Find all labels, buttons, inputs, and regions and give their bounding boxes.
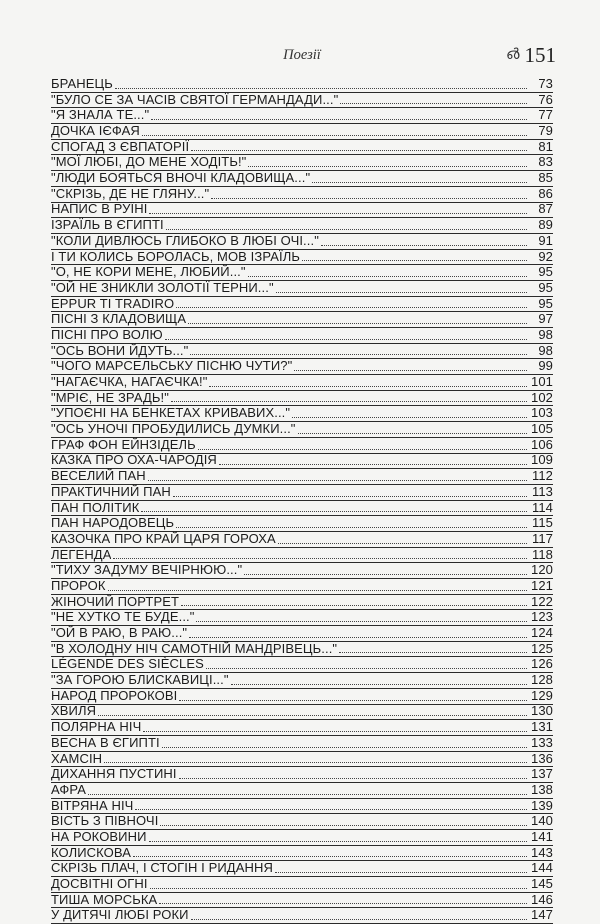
toc-entry — [51, 485, 553, 501]
toc-entry — [51, 877, 553, 893]
toc-leader — [135, 809, 527, 810]
toc-entry-title: ВІСТЬ З ПІВНОЧІ — [51, 813, 159, 829]
toc-leader — [298, 433, 527, 434]
toc-entry-title: "Я ЗНАЛА ТЕ..." — [51, 107, 150, 123]
toc-entry-page: 113 — [531, 483, 553, 499]
toc-entry-page: 83 — [538, 154, 553, 170]
toc-entry-title: ДОЧКА ІЄФАЯ — [51, 123, 140, 139]
toc-entry — [51, 250, 553, 266]
toc-entry-page: 79 — [538, 123, 553, 139]
toc-entry — [51, 861, 553, 877]
toc-entry-page: 98 — [538, 342, 553, 358]
toc-entry-page: 81 — [538, 138, 553, 154]
toc-entry — [51, 893, 553, 909]
toc-leader — [219, 464, 527, 465]
toc-leader — [189, 637, 527, 638]
toc-leader — [179, 700, 527, 701]
toc-leader — [160, 825, 527, 826]
toc-entry — [51, 438, 553, 454]
toc-entry-title: ПІСНІ ПРО ВОЛЮ — [51, 326, 163, 342]
toc-leader — [179, 778, 527, 779]
toc-entry — [51, 705, 553, 721]
toc-entry — [51, 171, 553, 187]
toc-entry — [51, 234, 553, 250]
toc-entry-title: "СКРІЗЬ, ДЕ НЕ ГЛЯНУ..." — [51, 185, 210, 201]
toc-entry — [51, 406, 553, 422]
page-header — [48, 43, 556, 67]
toc-leader — [294, 370, 527, 371]
toc-entry — [51, 626, 553, 642]
toc-leader — [206, 668, 527, 669]
toc-entry-page: 102 — [531, 389, 553, 405]
toc-entry-page: 140 — [531, 813, 553, 829]
toc-entry-title: ДОСВІТНІ ОГНІ — [51, 876, 148, 892]
toc-entry-page: 106 — [531, 436, 553, 452]
toc-entry-title: ПРОРОК — [51, 577, 106, 593]
toc-entry-page: 125 — [531, 640, 553, 656]
toc-entry-page: 117 — [531, 530, 553, 546]
toc-entry-title: ПІСНІ З КЛАДОВИЩА — [51, 311, 187, 327]
toc-entry — [51, 93, 553, 109]
toc-entry-title: НАРОД ПРОРОКОВІ — [51, 687, 178, 703]
toc-entry-page: 112 — [531, 468, 553, 484]
toc-entry-page: 73 — [538, 75, 553, 91]
toc-leader — [181, 605, 527, 606]
toc-entry-page: 136 — [531, 750, 553, 766]
toc-entry — [51, 124, 553, 140]
toc-entry-page: 95 — [538, 295, 553, 311]
toc-leader — [176, 307, 527, 308]
toc-entry-page: 139 — [531, 797, 553, 813]
toc-leader — [143, 731, 527, 732]
toc-leader — [209, 386, 527, 387]
toc-entry-page: 121 — [531, 577, 553, 593]
toc-leader — [141, 511, 527, 512]
toc-leader — [278, 543, 527, 544]
toc-entry — [51, 830, 553, 846]
toc-entry — [51, 375, 553, 391]
toc-entry — [51, 579, 553, 595]
toc-entry-page: 143 — [531, 844, 553, 860]
toc-entry — [51, 469, 553, 485]
toc-entry-page: 99 — [538, 358, 553, 374]
toc-leader — [173, 496, 527, 497]
toc-entry-title: ПРАКТИЧНИЙ ПАН — [51, 483, 171, 499]
toc-entry-title: БРАНЕЦЬ — [51, 75, 113, 91]
toc-entry-page: 146 — [531, 891, 553, 907]
toc-entry-title: ПОЛЯРНА НІЧ — [51, 719, 142, 735]
toc-leader — [302, 260, 527, 261]
toc-entry-page: 141 — [531, 828, 553, 844]
toc-entry-page: 137 — [531, 766, 553, 782]
toc-leader — [176, 527, 527, 528]
toc-entry-title: НА РОКОВИНИ — [51, 828, 147, 844]
toc-entry — [51, 767, 553, 783]
toc-entry-page: 95 — [538, 279, 553, 295]
toc-entry-title: У ДИТЯЧІ ЛЮБІ РОКИ — [51, 907, 189, 923]
toc-leader — [171, 401, 527, 402]
toc-entry — [51, 563, 553, 579]
toc-entry-page: 129 — [531, 687, 553, 703]
toc-entry-title: "ЧОГО МАРСЕЛЬСЬКУ ПІСНЮ ЧУТИ?" — [51, 358, 293, 374]
toc-entry-title: EPPUR TI TRADIRO — [51, 295, 175, 311]
toc-entry — [51, 312, 553, 328]
toc-leader — [98, 715, 527, 716]
toc-entry — [51, 297, 553, 313]
toc-entry-page: 145 — [531, 876, 553, 892]
toc-entry — [51, 501, 553, 517]
toc-entry-title: ХВИЛЯ — [51, 703, 97, 719]
toc-entry — [51, 610, 553, 626]
toc-entry-page: 144 — [531, 860, 553, 876]
page-number: 151 — [524, 43, 556, 67]
toc-entry — [51, 187, 553, 203]
toc-entry-title: СКРІЗЬ ПЛАЧ, І СТОГІН І РИДАННЯ — [51, 860, 273, 876]
toc-entry-page: 85 — [538, 170, 553, 186]
toc-entry — [51, 77, 553, 93]
toc-entry-title: ХАМСІН — [51, 750, 103, 766]
toc-leader — [198, 449, 527, 450]
toc-entry — [51, 642, 553, 658]
toc-entry — [51, 391, 553, 407]
toc-entry-page: 133 — [531, 734, 553, 750]
toc-entry — [51, 155, 553, 171]
toc-entry-title: "ТИХУ ЗАДУМУ ВЕЧІРНЮЮ..." — [51, 562, 243, 578]
toc-leader — [248, 276, 527, 277]
toc-entry-title: "ОЙ В РАЮ, В РАЮ..." — [51, 625, 188, 641]
page-number-block — [506, 43, 556, 68]
toc-leader — [312, 182, 527, 183]
toc-entry-page: 95 — [538, 264, 553, 280]
toc-entry-title: ТИША МОРСЬКА — [51, 891, 158, 907]
toc-leader — [244, 574, 527, 575]
toc-entry-title: "БУЛО СЕ ЗА ЧАСІВ СВЯТОЇ ГЕРМАНДАДИ..." — [51, 91, 339, 107]
toc-leader — [188, 323, 527, 324]
toc-entry-page: 124 — [531, 625, 553, 641]
toc-entry-title: "ОСЬ ВОНИ ЙДУТЬ..." — [51, 342, 189, 358]
toc-entry-title: "ОЙ НЕ ЗНИКЛИ ЗОЛОТІЇ ТЕРНИ..." — [51, 279, 274, 295]
toc-leader — [149, 841, 527, 842]
toc-leader — [231, 684, 527, 685]
toc-entry-title: "НЕ ХУТКО ТЕ БУДЕ..." — [51, 609, 195, 625]
toc-leader — [275, 872, 527, 873]
toc-entry-page: 114 — [531, 499, 553, 515]
toc-leader — [248, 166, 527, 167]
toc-entry-page: 87 — [538, 201, 553, 217]
toc-entry-page: 128 — [531, 672, 553, 688]
toc-entry-page: 138 — [531, 781, 553, 797]
toc-entry-title: СПОГАД З ЄВПАТОРІЇ — [51, 138, 190, 154]
toc-entry — [51, 657, 553, 673]
toc-entry — [51, 736, 553, 752]
toc-entry-title: "МРІЄ, НЕ ЗРАДЬ!" — [51, 389, 169, 405]
toc-entry — [51, 344, 553, 360]
toc-entry — [51, 203, 553, 219]
toc-entry-page: 120 — [531, 562, 553, 578]
toc-entry-page: 77 — [538, 107, 553, 123]
toc-entry-page: 115 — [531, 515, 553, 531]
toc-entry — [51, 140, 553, 156]
toc-entry — [51, 218, 553, 234]
toc-leader — [211, 198, 527, 199]
toc-leader — [159, 903, 527, 904]
toc-leader — [104, 762, 527, 763]
running-title: Поезії — [283, 47, 321, 63]
toc-leader — [165, 339, 527, 340]
toc-entry-title: ПАН НАРОДОВЕЦЬ — [51, 515, 175, 531]
toc-entry-title: "ЛЮДИ БОЯТЬСЯ ВНОЧІ КЛАДОВИЩА..." — [51, 170, 311, 186]
toc-entry-title: "НАГАЄЧКА, НАГАЄЧКА!" — [51, 374, 208, 390]
toc-entry-page: 92 — [538, 248, 553, 264]
toc-entry-page: 123 — [531, 609, 553, 625]
toc-entry-page: 105 — [531, 421, 553, 437]
ornament-icon: ൴ — [505, 47, 520, 63]
toc-entry-page: 147 — [531, 907, 553, 923]
toc-leader — [115, 88, 527, 89]
toc-entry — [51, 908, 553, 924]
toc-entry-title: ВЕСНА В ЄГИПТІ — [51, 734, 160, 750]
toc-leader — [149, 213, 527, 214]
toc-entry-title: НАПИС В РУЇНІ — [51, 201, 148, 217]
toc-entry-title: ВІТРЯНА НІЧ — [51, 797, 134, 813]
toc-entry-page: 76 — [538, 91, 553, 107]
toc-entry-page: 122 — [531, 593, 553, 609]
toc-entry — [51, 422, 553, 438]
toc-leader — [148, 480, 527, 481]
toc-entry-title: "МОЇ ЛЮБІ, ДО МЕНЕ ХОДІТЬ!" — [51, 154, 247, 170]
toc-entry-title: ЖІНОЧИЙ ПОРТРЕТ — [51, 593, 180, 609]
toc-leader — [113, 558, 527, 559]
toc-leader — [162, 747, 527, 748]
toc-entry-title: "О, НЕ КОРИ МЕНЕ, ЛЮБИЙ..." — [51, 264, 246, 280]
toc-entry-title: ЛЕГЕНДА — [51, 546, 112, 562]
toc-leader — [196, 621, 527, 622]
toc-entry-page: 97 — [538, 311, 553, 327]
toc-entry — [51, 328, 553, 344]
toc-entry — [51, 783, 553, 799]
toc-entry-title: АФРА — [51, 781, 86, 797]
toc-entry-title: ІЗРАЇЛЬ В ЄГИПТІ — [51, 217, 164, 233]
toc-entry — [51, 673, 553, 689]
toc-entry-title: КОЛИСКОВА — [51, 844, 132, 860]
toc-entry — [51, 359, 553, 375]
toc-entry — [51, 454, 553, 470]
toc-leader — [142, 135, 527, 136]
toc-entry-page: 103 — [531, 405, 553, 421]
toc-entry-title: КАЗКА ПРО ОХА-ЧАРОДІЯ — [51, 452, 217, 468]
toc-entry — [51, 108, 553, 124]
toc-entry-title: "ЗА ГОРОЮ БЛИСКАВИЦІ..." — [51, 672, 229, 688]
toc-entry — [51, 814, 553, 830]
toc-leader — [151, 119, 527, 120]
toc-entry-page: 126 — [531, 656, 553, 672]
toc-entry — [51, 799, 553, 815]
toc-leader — [190, 354, 527, 355]
toc-entry-title: ГРАФ ФОН ЕЙНЗІДЕЛЬ — [51, 436, 196, 452]
toc-entry-title: "КОЛИ ДИВЛЮСЬ ГЛИБОКО В ЛЮБІ ОЧІ..." — [51, 232, 319, 248]
toc-entry-page: 109 — [531, 452, 553, 468]
toc-leader — [150, 888, 527, 889]
toc-entry-title: І ТИ КОЛИСЬ БОРОЛАСЬ, МОВ ІЗРАЇЛЬ — [51, 248, 300, 264]
toc-entry-page: 131 — [531, 719, 553, 735]
toc-leader — [276, 292, 527, 293]
toc-entry-title: LÉGENDE DES SIÈCLES — [51, 656, 204, 672]
toc-entry — [51, 281, 553, 297]
toc-leader — [340, 103, 527, 104]
toc-entry — [51, 265, 553, 281]
toc-leader — [191, 919, 527, 920]
toc-entry — [51, 752, 553, 768]
toc-leader — [321, 245, 527, 246]
toc-leader — [166, 229, 527, 230]
toc-entry-title: "УПОЄНІ НА БЕНКЕТАХ КРИВАВИХ..." — [51, 405, 291, 421]
toc-entry-page: 86 — [538, 185, 553, 201]
toc-entry — [51, 595, 553, 611]
toc-entry-title: ПАН ПОЛІТИК — [51, 499, 140, 515]
toc-leader — [108, 590, 527, 591]
toc-entry — [51, 720, 553, 736]
toc-leader — [292, 417, 527, 418]
toc-entry-title: ВЕСЕЛИЙ ПАН — [51, 468, 146, 484]
toc-entry-page: 130 — [531, 703, 553, 719]
table-of-contents — [51, 77, 553, 924]
toc-leader — [133, 856, 527, 857]
toc-entry-page: 101 — [531, 374, 553, 390]
toc-entry-title: ДИХАННЯ ПУСТИНІ — [51, 766, 177, 782]
toc-leader — [88, 794, 527, 795]
toc-leader — [191, 150, 527, 151]
toc-entry-page: 89 — [538, 217, 553, 233]
toc-entry-title: "ОСЬ УНОЧІ ПРОБУДИЛИСЬ ДУМКИ..." — [51, 421, 296, 437]
toc-entry-title: "В ХОЛОДНУ НІЧ САМОТНІЙ МАНДРІВЕЦЬ..." — [51, 640, 338, 656]
toc-entry-page: 91 — [538, 232, 553, 248]
toc-entry — [51, 846, 553, 862]
toc-leader — [339, 652, 527, 653]
toc-entry — [51, 532, 553, 548]
toc-entry — [51, 689, 553, 705]
toc-entry-page: 98 — [538, 326, 553, 342]
toc-entry — [51, 516, 553, 532]
toc-entry-title: КАЗОЧКА ПРО КРАЙ ЦАРЯ ГОРОХА — [51, 530, 276, 546]
toc-entry — [51, 548, 553, 564]
toc-entry-page: 118 — [531, 546, 553, 562]
